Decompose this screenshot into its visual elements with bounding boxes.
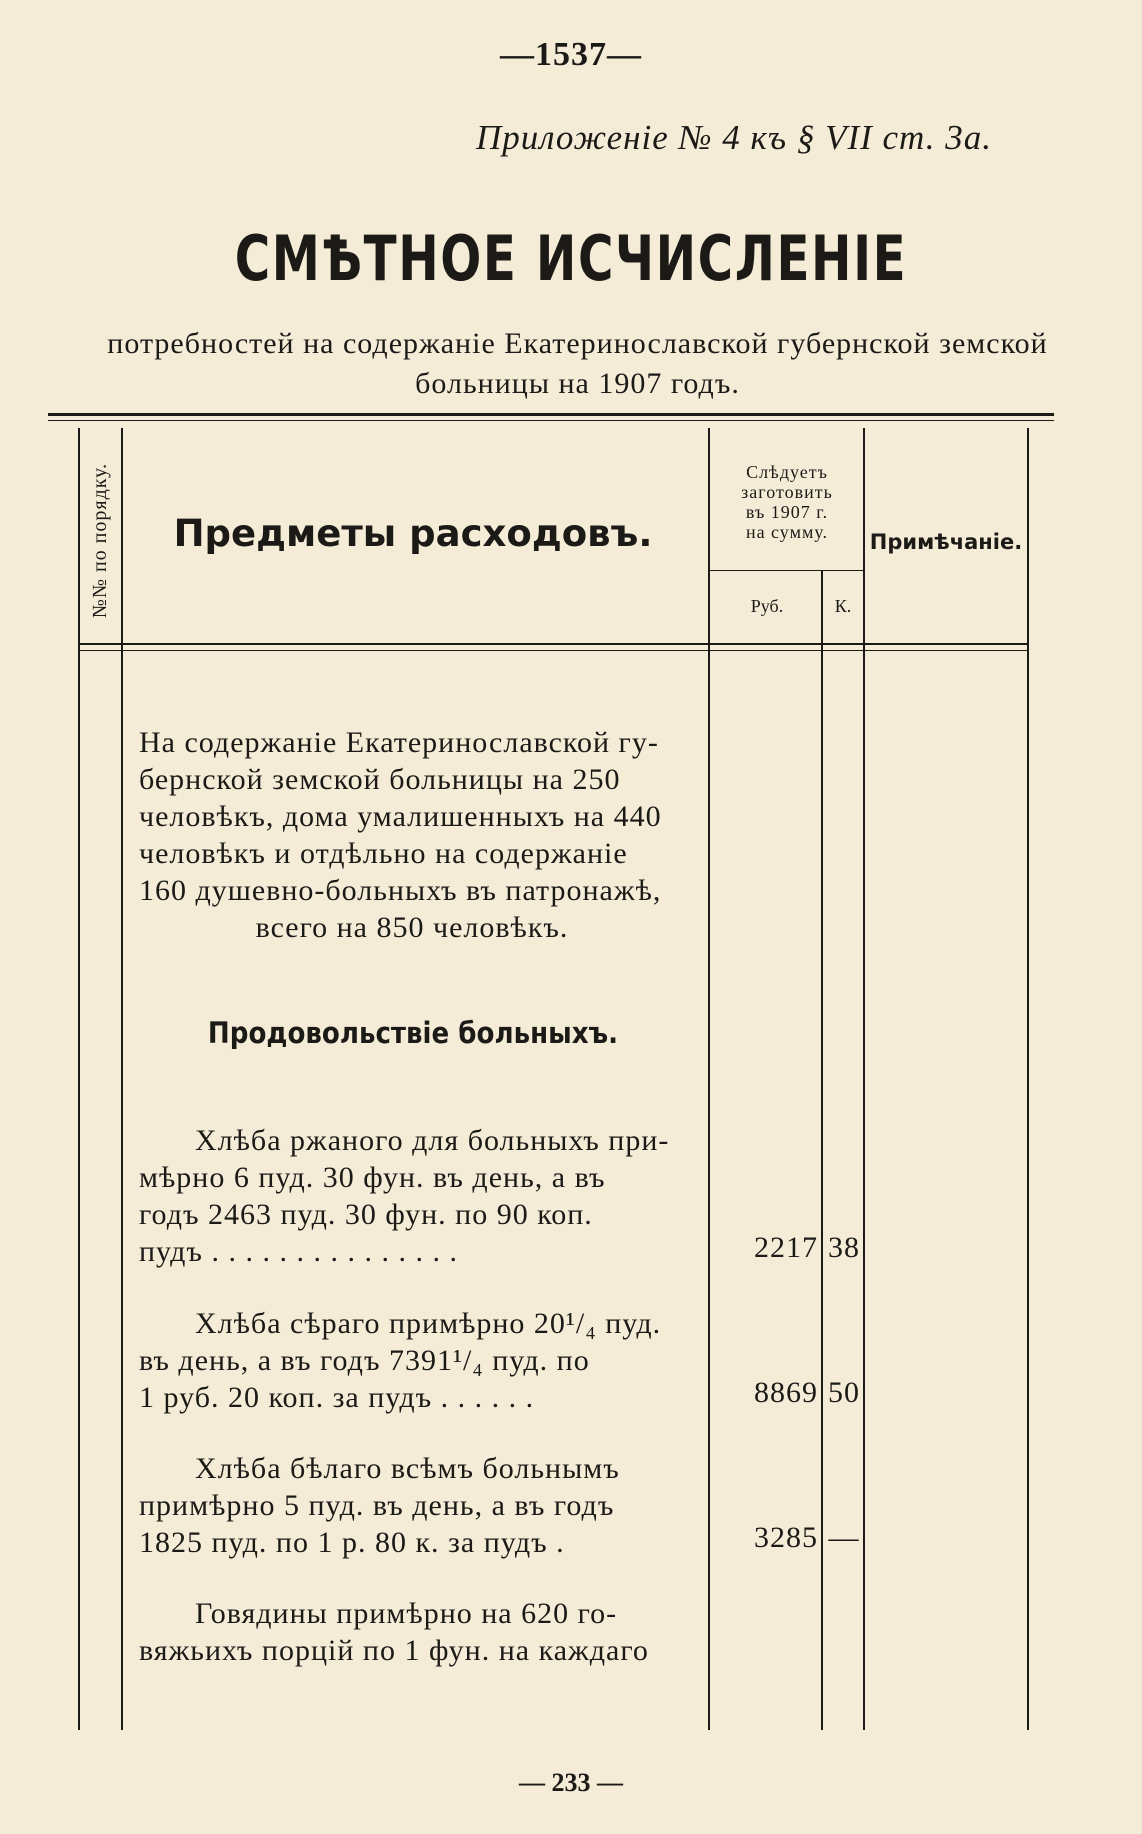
- column-divider: [821, 570, 823, 1730]
- column-header-note: Примѣчаніе.: [869, 530, 1023, 554]
- column-header-rub: Руб.: [750, 596, 784, 616]
- section-title: Продовольствіе больныхъ.: [207, 1016, 619, 1050]
- header-rule: [78, 650, 1029, 651]
- amount-kop: 50: [828, 1376, 860, 1409]
- amount-subheader-rule: [708, 570, 865, 571]
- subtitle: [55, 324, 1100, 404]
- top-rule-thin: [48, 420, 1054, 421]
- intro-paragraph: На содержаніе Екатеринославской гу- бернской земской больницы на 250 человѣкъ, дома умалишенныхъ на 440 человѣкъ и отдѣльно на содержаніе 160 душевно-больныхъ въ патронажѣ, всего на 850 человѣкъ.: [139, 726, 662, 944]
- column-divider: [121, 428, 123, 1730]
- column-header-kop: К.: [834, 596, 852, 616]
- top-rule-thick: [48, 413, 1054, 416]
- amount-kop: —: [828, 1521, 860, 1554]
- subtitle-line: больницы на 1907 годъ.: [415, 367, 740, 400]
- table-row-text: Говядины примѣрно на 620 го- вяжьихъ порцій по 1 фун. на каждаго: [139, 1597, 649, 1667]
- column-header-amount: Слѣдуетъ заготовить въ 1907 г. на сумму.: [741, 462, 833, 542]
- table-row-text: Хлѣба ржаного для больныхъ при- мѣрно 6 пуд. 30 фун. въ день, а въ годъ 2463 пуд. 30 фун. по 90 коп. пудъ . . . . . . . . . . . . . . .: [139, 1124, 670, 1268]
- column-divider: [708, 428, 710, 1730]
- amount-rub: 8869: [754, 1376, 818, 1409]
- page-number-top: —1537—: [500, 36, 642, 73]
- table-row-text: Хлѣба сѣраго примѣрно 20¹/₄ пуд. въ день, а въ годъ 7391¹/₄ пуд. по 1 руб. 20 коп. за пудъ . . . . . .: [139, 1307, 662, 1414]
- page-title: СМѢТНОЕ ИСЧИСЛЕНІЕ: [234, 222, 908, 295]
- subtitle-line: потребностей на содержаніе Екатеринославской губернской земской: [107, 327, 1048, 360]
- appendix-reference: Приложеніе № 4 къ § VII ст. 3а.: [475, 118, 992, 157]
- table-border-right: [1027, 428, 1029, 1730]
- amount-rub: 2217: [754, 1231, 818, 1264]
- table-border-left: [78, 428, 80, 1730]
- header-rule: [78, 643, 1029, 645]
- amount-kop: 38: [828, 1231, 860, 1264]
- column-header-number: №№ по порядку.: [89, 462, 112, 618]
- table-row-text: Хлѣба бѣлаго всѣмъ больнымъ примѣрно 5 пуд. въ день, а въ годъ 1825 пуд. по 1 р. 80 к. за пудъ .: [139, 1452, 620, 1559]
- amount-rub: 3285: [754, 1521, 818, 1554]
- column-header-items: Предметы расходовъ.: [173, 512, 653, 555]
- page-number-bottom: — 233 —: [519, 1768, 623, 1797]
